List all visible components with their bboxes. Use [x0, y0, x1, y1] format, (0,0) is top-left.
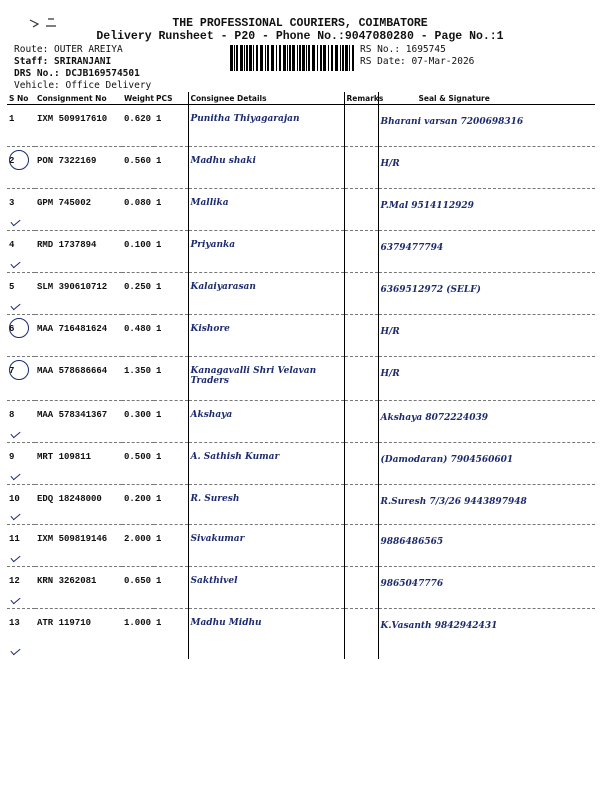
- remarks-cell: [344, 357, 378, 401]
- seal-signature-text: P.Mal 9514112929: [380, 201, 474, 211]
- consignment-cell: [35, 147, 122, 189]
- weight-text: 0.560: [124, 156, 152, 166]
- sno-text: 6: [9, 324, 15, 334]
- barcode-bar: [246, 45, 248, 71]
- consignment-cell: [35, 189, 122, 231]
- pcs-cell: [154, 231, 188, 273]
- weight-text: 0.650: [124, 576, 152, 586]
- seal-signature-text: 9865047776: [380, 579, 444, 589]
- consignee-cell: [188, 485, 344, 525]
- consignee-cell: [188, 401, 344, 443]
- pcs-cell: [154, 147, 188, 189]
- barcode-bar: [279, 45, 281, 71]
- table-row: [7, 357, 595, 401]
- drs-field: DRS No.: DCJB169574501: [14, 68, 140, 79]
- barcode-bar: [352, 45, 354, 71]
- table-row: [7, 231, 595, 273]
- weight-cell: [122, 231, 154, 273]
- weight-text: 1.350: [124, 366, 152, 376]
- barcode-bar: [331, 45, 333, 71]
- sno-text: 12: [9, 576, 20, 586]
- col-seal: Seal & Signature: [378, 92, 595, 105]
- sno-text: 8: [9, 410, 15, 420]
- consignee-cell: [188, 609, 344, 659]
- barcode-bar: [249, 45, 252, 71]
- pcs-text: 1: [156, 240, 162, 250]
- barcode-bar: [340, 45, 341, 71]
- barcode-bar: [335, 45, 338, 71]
- consignment-text: KRN 3262081: [37, 576, 97, 586]
- pcs-cell: [154, 357, 188, 401]
- weight-text: 2.000: [124, 534, 152, 544]
- pcs-text: 1: [156, 618, 162, 628]
- route-field: Route: OUTER AREIYA: [14, 44, 123, 55]
- consignment-cell: [35, 273, 122, 315]
- rs-date-field: RS Date: 07-Mar-2026: [360, 56, 475, 67]
- tick-mark-icon: [10, 217, 20, 227]
- seal-signature-text: 9886486565: [380, 537, 444, 547]
- sno-text: 2: [9, 156, 15, 166]
- circle-mark-icon: [9, 150, 29, 170]
- tick-mark-icon: [10, 471, 20, 481]
- weight-cell: [122, 105, 154, 147]
- barcode-bar: [276, 45, 277, 71]
- seal-signature-cell: [378, 443, 595, 485]
- col-consignee: Consignee Details: [188, 92, 344, 105]
- consignment-text: MRT 109811: [37, 452, 92, 462]
- sno-cell: [7, 401, 35, 443]
- pcs-text: 1: [156, 366, 162, 376]
- table-row: [7, 105, 595, 147]
- pcs-cell: [154, 401, 188, 443]
- barcode-bar: [234, 45, 235, 71]
- seal-signature-text: H/R: [380, 159, 400, 169]
- sno-cell: [7, 147, 35, 189]
- tick-mark-icon: [10, 301, 20, 311]
- vehicle-field: Vehicle: Office Delivery: [14, 80, 152, 91]
- pcs-cell: [154, 105, 188, 147]
- sno-cell: [7, 567, 35, 609]
- pcs-cell: [154, 273, 188, 315]
- tick-mark-icon: [10, 511, 20, 521]
- sno-cell: [7, 357, 35, 401]
- consignment-text: MAA 578341367: [37, 410, 108, 420]
- col-consignment: Consignment No: [35, 92, 122, 105]
- consignee-cell: [188, 567, 344, 609]
- circle-mark-icon: [9, 318, 29, 338]
- consignee-text: Kalaiyarasan: [190, 282, 256, 292]
- consignee-text: A. Sathish Kumar: [190, 452, 280, 462]
- consignment-text: MAA 578686664: [37, 366, 108, 376]
- consignment-cell: [35, 525, 122, 567]
- pcs-text: 1: [156, 282, 162, 292]
- remarks-cell: [344, 609, 378, 659]
- consignee-cell: [188, 315, 344, 357]
- sno-text: 9: [9, 452, 15, 462]
- barcode-bar: [287, 45, 288, 71]
- remarks-cell: [344, 525, 378, 567]
- seal-signature-text: Akshaya 8072224039: [380, 413, 488, 423]
- pcs-text: 1: [156, 494, 162, 504]
- consignee-cell: [188, 443, 344, 485]
- weight-text: 0.100: [124, 240, 152, 250]
- seal-signature-text: 6379477794: [380, 243, 444, 253]
- barcode-bar: [256, 45, 258, 71]
- pcs-cell: [154, 609, 188, 659]
- weight-cell: [122, 147, 154, 189]
- seal-signature-cell: [378, 357, 595, 401]
- weight-cell: [122, 443, 154, 485]
- rs-no-field: RS No.: 1695745: [360, 44, 446, 55]
- seal-signature-cell: [378, 525, 595, 567]
- consignment-text: ATR 119710: [37, 618, 92, 628]
- consignee-text: Punitha Thiyagarajan: [190, 114, 300, 124]
- sno-cell: [7, 525, 35, 567]
- pcs-text: 1: [156, 114, 162, 124]
- remarks-cell: [344, 401, 378, 443]
- table-row: [7, 485, 595, 525]
- consignee-cell: [188, 105, 344, 147]
- seal-signature-cell: [378, 609, 595, 659]
- barcode-bar: [271, 45, 274, 71]
- pcs-cell: [154, 315, 188, 357]
- weight-text: 0.300: [124, 410, 152, 420]
- barcode-bar: [308, 45, 310, 71]
- barcode-bar: [323, 45, 326, 71]
- col-pcs: PCS: [154, 92, 188, 105]
- weight-cell: [122, 315, 154, 357]
- pcs-cell: [154, 567, 188, 609]
- sno-text: 13: [9, 618, 20, 628]
- runsheet-table: [7, 92, 595, 659]
- weight-text: 0.620: [124, 114, 152, 124]
- weight-cell: [122, 357, 154, 401]
- barcode-bar: [342, 45, 344, 71]
- consignment-cell: [35, 567, 122, 609]
- seal-signature-cell: [378, 231, 595, 273]
- seal-signature-cell: [378, 105, 595, 147]
- sno-text: 4: [9, 240, 15, 250]
- barcode-bar: [317, 45, 318, 71]
- consignment-cell: [35, 443, 122, 485]
- company-title: THE PROFESSIONAL COURIERS, COIMBATORE: [172, 17, 428, 30]
- consignee-text: Mallika: [190, 198, 229, 208]
- consignee-cell: [188, 147, 344, 189]
- sno-text: 11: [9, 534, 20, 544]
- barcode-bar: [260, 45, 263, 71]
- consignee-text: Sakthivel: [190, 576, 238, 586]
- consignee-text: Kanagavalli Shri Velavan Traders: [190, 366, 317, 386]
- weight-cell: [122, 525, 154, 567]
- tick-mark-icon: [10, 553, 20, 563]
- remarks-cell: [344, 189, 378, 231]
- sno-cell: [7, 273, 35, 315]
- seal-signature-text: R.Suresh 7/3/26 9443897948: [380, 497, 527, 507]
- barcode-image: [230, 45, 356, 71]
- table-row: [7, 567, 595, 609]
- tick-mark-icon: [10, 259, 20, 269]
- barcode-bar: [283, 45, 286, 71]
- weight-text: 1.000: [124, 618, 152, 628]
- pcs-text: 1: [156, 576, 162, 586]
- consignment-text: MAA 716481624: [37, 324, 108, 334]
- table-row: [7, 273, 595, 315]
- weight-cell: [122, 609, 154, 659]
- consignee-text: Akshaya: [190, 410, 233, 420]
- consignee-text: Kishore: [190, 324, 230, 334]
- tick-mark-icon: [10, 595, 20, 605]
- seal-signature-text: 6369512972 (SELF): [380, 285, 481, 295]
- sno-text: 10: [9, 494, 20, 504]
- seal-signature-cell: [378, 485, 595, 525]
- sno-cell: [7, 443, 35, 485]
- table-row: [7, 525, 595, 567]
- seal-signature-cell: [378, 147, 595, 189]
- seal-signature-cell: [378, 273, 595, 315]
- consignment-cell: [35, 231, 122, 273]
- pcs-cell: [154, 525, 188, 567]
- barcode-bar: [289, 45, 291, 71]
- staff-field: Staff: SRIRANJANI: [14, 56, 112, 67]
- consignee-cell: [188, 525, 344, 567]
- table-header-row: [7, 92, 595, 105]
- col-weight: Weight: [124, 93, 154, 103]
- weight-text: 0.080: [124, 198, 152, 208]
- seal-signature-text: H/R: [380, 327, 400, 337]
- barcode-bar: [312, 45, 315, 71]
- sno-text: 3: [9, 198, 15, 208]
- consignment-text: IXM 509917610: [37, 114, 108, 124]
- remarks-cell: [344, 273, 378, 315]
- consignee-cell: [188, 357, 344, 401]
- pcs-cell: [154, 443, 188, 485]
- consignment-text: IXM 509819146: [37, 534, 108, 544]
- barcode-bar: [328, 45, 329, 71]
- pcs-text: 1: [156, 452, 162, 462]
- table-row: [7, 189, 595, 231]
- pcs-cell: [154, 485, 188, 525]
- consignment-text: EDQ 18248000: [37, 494, 102, 504]
- seal-signature-text: K.Vasanth 9842942431: [380, 621, 498, 631]
- seal-signature-cell: [378, 401, 595, 443]
- remarks-cell: [344, 315, 378, 357]
- consignment-cell: [35, 609, 122, 659]
- pcs-text: 1: [156, 156, 162, 166]
- consignee-text: Sivakumar: [190, 534, 245, 544]
- sno-cell: [7, 609, 35, 659]
- consignment-text: PON 7322169: [37, 156, 97, 166]
- consignee-text: Madhu Midhu: [190, 618, 262, 628]
- table-row: [7, 315, 595, 357]
- sno-text: 7: [9, 366, 15, 376]
- seal-signature-cell: [378, 189, 595, 231]
- weight-cell: [122, 401, 154, 443]
- consignment-text: SLM 390610712: [37, 282, 108, 292]
- consignment-text: GPM 745002: [37, 198, 92, 208]
- weight-cell: [122, 567, 154, 609]
- remarks-cell: [344, 147, 378, 189]
- pcs-text: 1: [156, 198, 162, 208]
- consignment-cell: [35, 401, 122, 443]
- barcode-bar: [240, 45, 243, 71]
- table-row: [7, 443, 595, 485]
- consignee-text: Madhu shaki: [190, 156, 256, 166]
- barcode-bar: [345, 45, 348, 71]
- seal-signature-cell: [378, 315, 595, 357]
- consignee-text: R. Suresh: [190, 494, 240, 504]
- sno-text: 1: [9, 114, 15, 124]
- barcode-bar: [349, 45, 350, 71]
- barcode-bar: [306, 45, 307, 71]
- runsheet-subtitle: Delivery Runsheet - P20 - Phone No.:9047080280 - Page No.:1: [96, 30, 504, 43]
- col-remarks: Remarks: [344, 92, 378, 105]
- sno-cell: [7, 485, 35, 525]
- consignment-cell: [35, 357, 122, 401]
- table-row: [7, 401, 595, 443]
- pcs-text: 1: [156, 410, 162, 420]
- sno-cell: [7, 315, 35, 357]
- pcs-text: 1: [156, 324, 162, 334]
- weight-text: 0.250: [124, 282, 152, 292]
- weight-cell: [122, 485, 154, 525]
- barcode-bar: [302, 45, 305, 71]
- consignee-cell: [188, 189, 344, 231]
- consignment-text: RMD 1737894: [37, 240, 97, 250]
- weight-text: 0.500: [124, 452, 152, 462]
- seal-signature-text: (Damodaran) 7904560601: [380, 455, 514, 465]
- consignment-cell: [35, 315, 122, 357]
- weight-cell: [122, 273, 154, 315]
- consignee-text: Priyanka: [190, 240, 236, 250]
- table-row: [7, 147, 595, 189]
- barcode-bar: [244, 45, 245, 71]
- remarks-cell: [344, 231, 378, 273]
- circle-mark-icon: [9, 360, 29, 380]
- sno-cell: [7, 105, 35, 147]
- barcode-bar: [265, 45, 266, 71]
- sno-cell: [7, 189, 35, 231]
- barcode-bar: [297, 45, 298, 71]
- remarks-cell: [344, 485, 378, 525]
- barcode-bar: [267, 45, 269, 71]
- pcs-text: 1: [156, 534, 162, 544]
- barcode-bar: [230, 45, 233, 71]
- seal-signature-text: H/R: [380, 369, 400, 379]
- barcode-bar: [320, 45, 322, 71]
- sno-cell: [7, 231, 35, 273]
- consignment-cell: [35, 105, 122, 147]
- weight-cell: [122, 189, 154, 231]
- seal-signature-text: Bharani varsan 7200698316: [380, 117, 524, 127]
- remarks-cell: [344, 443, 378, 485]
- consignment-cell: [35, 485, 122, 525]
- tick-mark-icon: [10, 645, 20, 655]
- col-sno: S No: [7, 92, 35, 105]
- sno-text: 5: [9, 282, 15, 292]
- barcode-bar: [299, 45, 301, 71]
- weight-text: 0.480: [124, 324, 152, 334]
- barcode-bar: [292, 45, 295, 71]
- barcode-bar: [253, 45, 254, 71]
- consignee-cell: [188, 231, 344, 273]
- remarks-cell: [344, 105, 378, 147]
- consignee-cell: [188, 273, 344, 315]
- seal-signature-cell: [378, 567, 595, 609]
- weight-text: 0.200: [124, 494, 152, 504]
- tick-mark-icon: [10, 429, 20, 439]
- pcs-cell: [154, 189, 188, 231]
- barcode-bar: [236, 45, 238, 71]
- table-row: [7, 609, 595, 659]
- remarks-cell: [344, 567, 378, 609]
